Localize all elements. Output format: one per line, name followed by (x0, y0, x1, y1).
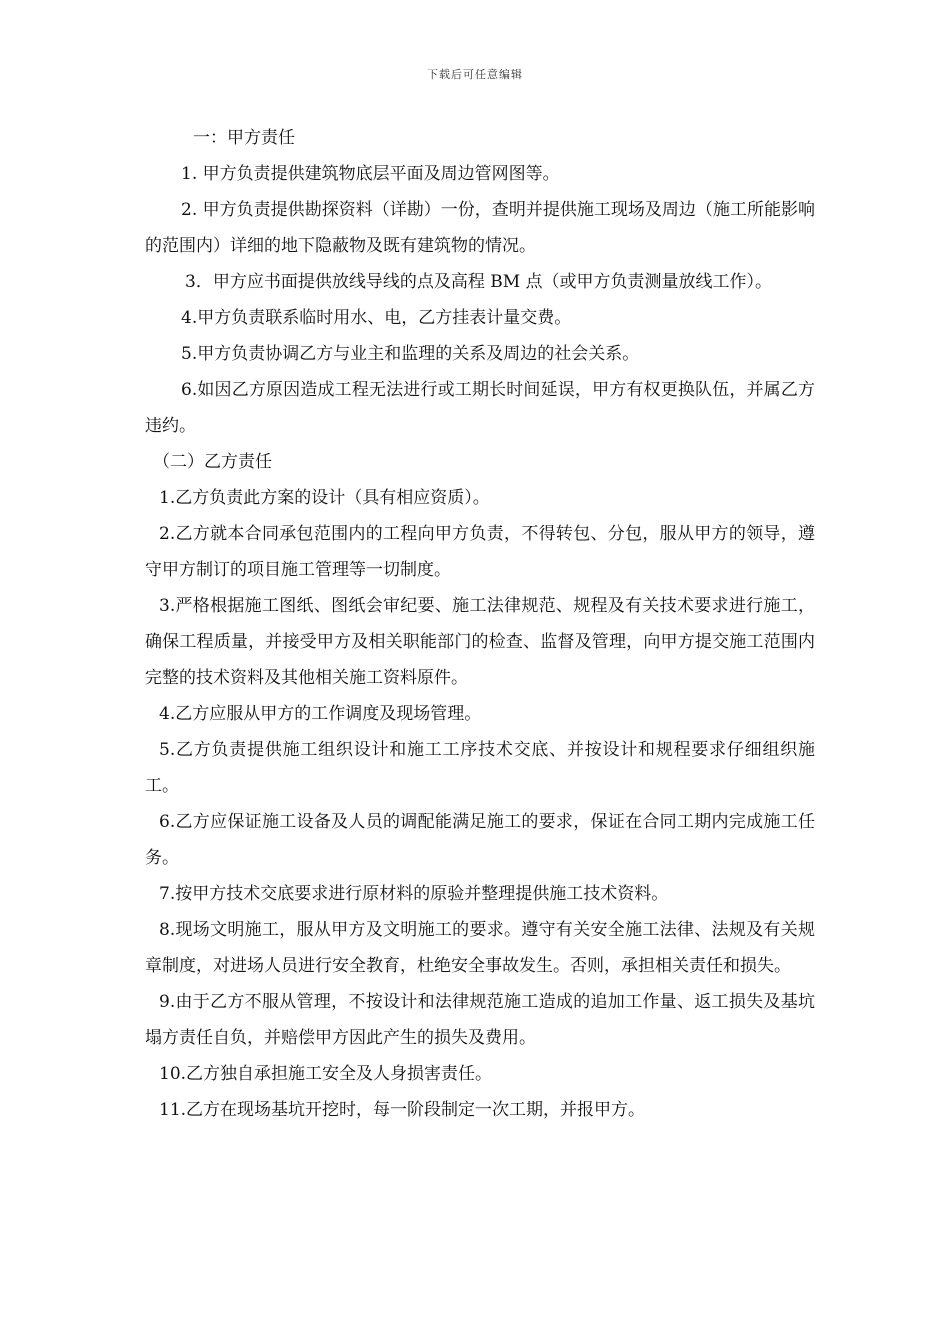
document-body (145, 120, 815, 1128)
section2-item-2: 2.乙方就本合同承包范围内的工程向甲方负责，不得转包、分包，服从甲方的领导，遵守甲方制订的项目施工管理等一切制度。 (145, 524, 815, 580)
section1-title: 一：甲方责任 (193, 128, 295, 148)
section1-item-3: 3．甲方应书面提供放线导线的点及高程 BM 点（或甲方负责测量放线工作）。 (185, 272, 773, 292)
section1-item-2: 2. 甲方负责提供勘探资料（详勘）一份，查明并提供施工现场及周边（施工所能影响的范围内）详细的地下隐蔽物及既有建筑物的情况。 (145, 200, 815, 256)
section2-item-3: 3.严格根据施工图纸、图纸会审纪要、施工法律规范、规程及有关技术要求进行施工，确保工程质量，并接受甲方及相关职能部门的检查、监督及管理，向甲方提交施工范围内完整的技术资料及其他相关施工资料原件。 (145, 596, 815, 688)
section2-item-1: 1.乙方负责此方案的设计（具有相应资质）。 (159, 488, 490, 508)
section1-item-6: 6.如因乙方原因造成工程无法进行或工期长时间延误，甲方有权更换队伍，并属乙方违约。 (145, 380, 815, 436)
section1-item-4: 4.甲方负责联系临时用水、电，乙方挂表计量交费。 (181, 308, 572, 328)
section1-item-1: 1. 甲方负责提供建筑物底层平面及周边管网图等。 (181, 164, 560, 184)
section2-item-10: 10.乙方独自承担施工安全及人身损害责任。 (159, 1064, 493, 1084)
section2-item-9: 9.由于乙方不服从管理，不按设计和法律规范施工造成的追加工作量、返工损失及基坑塌方责任自负，并赔偿甲方因此产生的损失及费用。 (145, 992, 815, 1048)
section2-item-5: 5.乙方负责提供施工组织设计和施工工序技术交底、并按设计和规程要求仔细组织施工。 (145, 740, 815, 796)
header-note: 下载后可任意编辑 (427, 68, 523, 81)
section2-item-4: 4.乙方应服从甲方的工作调度及现场管理。 (159, 704, 482, 724)
section2-item-8: 8.现场文明施工，服从甲方及文明施工的要求。遵守有关安全施工法律、法规及有关规章制度，对进场人员进行安全教育，杜绝安全事故发生。否则，承担相关责任和损失。 (145, 920, 815, 976)
section1-item-5: 5.甲方负责协调乙方与业主和监理的关系及周边的社会关系。 (181, 344, 640, 364)
section2-title: （二）乙方责任 (153, 452, 272, 472)
section2-item-11: 11.乙方在现场基坑开挖时，每一阶段制定一次工期，并报甲方。 (159, 1100, 646, 1120)
section2-item-7: 7.按甲方技术交底要求进行原材料的原验并整理提供施工技术资料。 (159, 884, 669, 904)
section2-item-6: 6.乙方应保证施工设备及人员的调配能满足施工的要求，保证在合同工期内完成施工任务。 (145, 812, 815, 868)
